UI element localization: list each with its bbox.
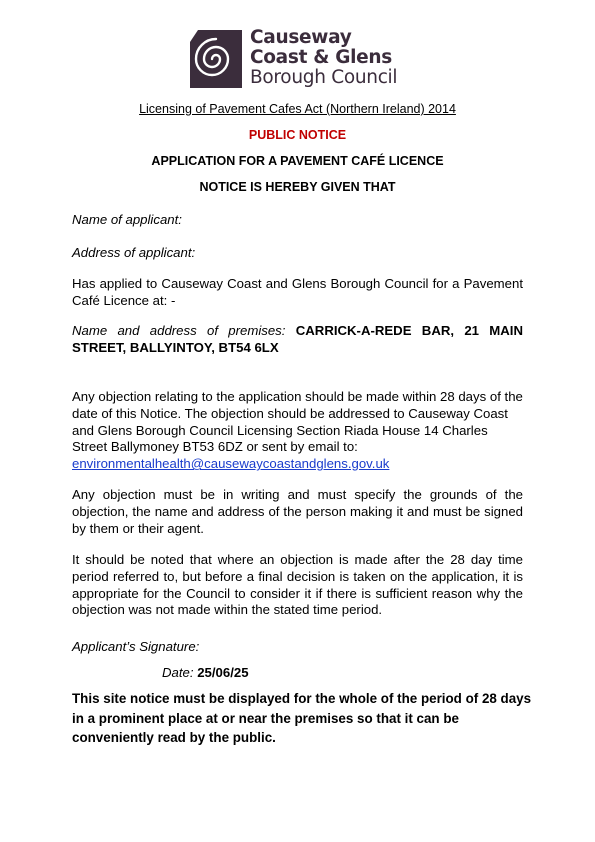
premises-label: Name and address of premises: bbox=[72, 323, 286, 338]
objection-intro-paragraph bbox=[72, 389, 523, 473]
email-link[interactable]: environmentalhealth@causewaycoastandglens.gov.uk bbox=[72, 456, 390, 472]
date-label: Date: bbox=[162, 665, 194, 680]
public-notice-heading: PUBLIC NOTICE bbox=[248, 128, 347, 142]
date-value: 25/06/25 bbox=[197, 665, 249, 680]
notice-given-heading: NOTICE IS HEREBY GIVEN THAT bbox=[199, 180, 396, 194]
premises-value: CARRICK-A-REDE BAR, 21 MAIN STREET, BALLYINTOY, BT54 6LX bbox=[72, 323, 523, 355]
date-line bbox=[162, 665, 249, 680]
applicant-address-label: Address of applicant: bbox=[72, 245, 196, 260]
signature-label: Applicant’s Signature: bbox=[72, 639, 200, 654]
objection-intro-text: Any objection relating to the application should be made within 28 days of the date of this Notice. The objection should be addressed to Causeway Coast and Glens Borough Council Licensing Section Riada House 14 Charles Street Ballymoney BT53 6DZ or sent by email to: bbox=[72, 389, 523, 455]
display-notice: This site notice must be displayed for the whole of the period of 28 days in a prominent place at or near the premises so that it can be conveniently read by the public. bbox=[72, 691, 532, 745]
logo-line-borough-council: Borough Council bbox=[250, 67, 398, 88]
logo-line-causeway: Causeway bbox=[250, 27, 352, 48]
applied-statement: Has applied to Causeway Coast and Glens Borough Council for a Pavement Café Licence at: - bbox=[72, 276, 523, 308]
premises-block bbox=[72, 323, 523, 357]
logo-text bbox=[250, 28, 397, 88]
council-logo bbox=[186, 26, 416, 92]
objection-writing-paragraph: Any objection must be in writing and must specify the grounds of the objection, the name and address of the person making it and must be signed by them or their agent. bbox=[72, 487, 523, 536]
application-title: APPLICATION FOR A PAVEMENT CAFÉ LICENCE bbox=[151, 154, 444, 168]
logo-line-coast-glens: Coast & Glens bbox=[250, 47, 392, 68]
spiral-logo-icon bbox=[186, 26, 246, 92]
late-objection-paragraph: It should be noted that where an objection is made after the 28 day time period referred to, but before a final decision is taken on the application, it is appropriate for the Council to consider it if there is sufficient reason why the objection was not made within the stated time period. bbox=[72, 552, 523, 618]
applicant-name-label: Name of applicant: bbox=[72, 212, 182, 227]
act-title: Licensing of Pavement Cafes Act (Northern Ireland) 2014 bbox=[139, 102, 456, 116]
